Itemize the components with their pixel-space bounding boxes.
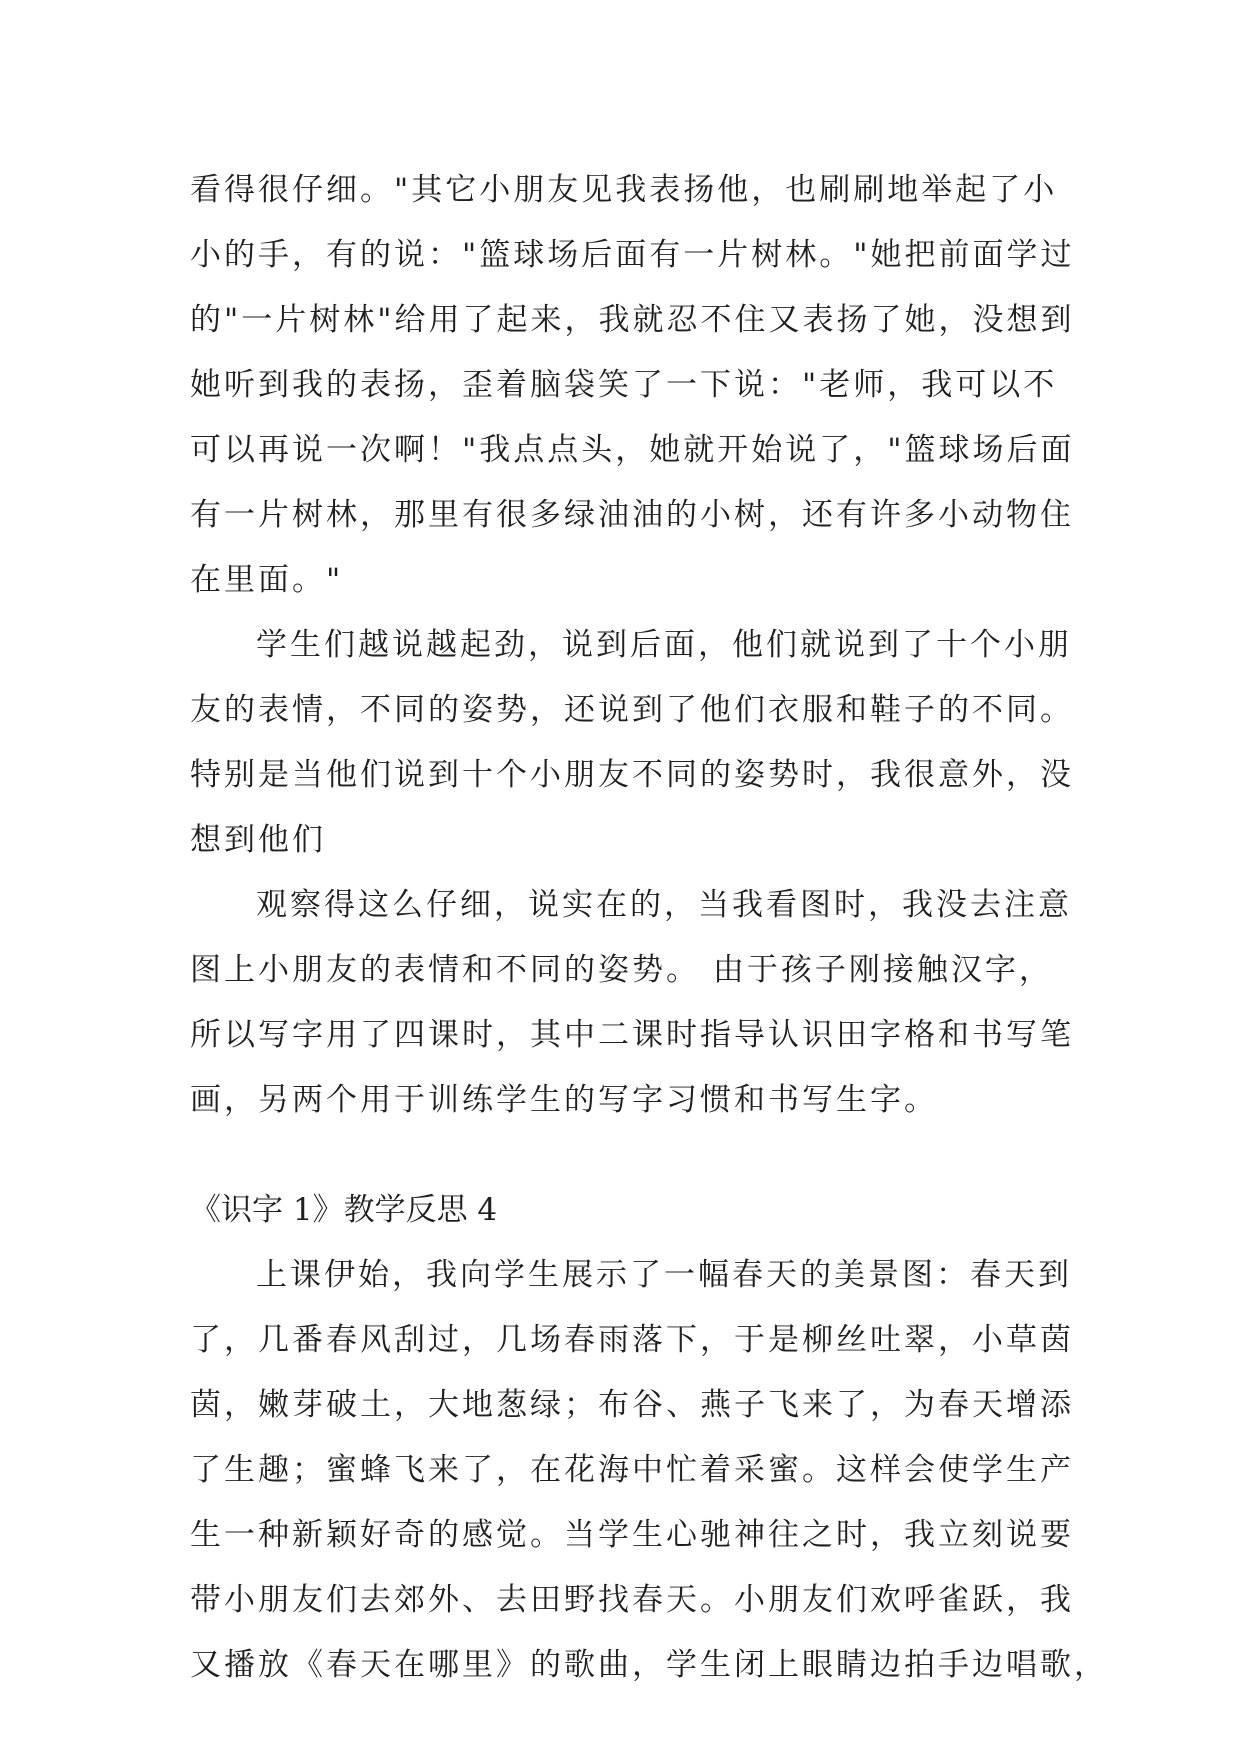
paragraph-line: 画，另两个用于训练学生的写字习惯和书写生字。 xyxy=(190,1082,938,1118)
paragraph-line: 又播放《春天在哪里》的歌曲，学生闭上眼睛边拍手边唱歌， xyxy=(190,1647,1108,1683)
paragraph-line: 带小朋友们去郊外、去田野找春天。小朋友们欢呼雀跃，我 xyxy=(190,1582,1074,1618)
paragraph-line: 生一种新颖好奇的感觉。当学生心驰神往之时，我立刻说要 xyxy=(190,1517,1074,1553)
paragraph-line: 看得很仔细。"其它小朋友见我表扬他，也刷刷地举起了小 xyxy=(190,172,1058,208)
paragraph-line: 学生们越说越起劲，说到后面，他们就说到了十个小朋 xyxy=(256,627,1072,663)
section-heading: 《识字 1》教学反思 4 xyxy=(190,1192,498,1228)
paragraph-line: 茵，嫩芽破土，大地葱绿；布谷、燕子飞来了，为春天增添 xyxy=(190,1387,1074,1423)
paragraph-line: 图上小朋友的表情和不同的姿势。 由于孩子刚接触汉字， xyxy=(190,952,1053,988)
paragraph-line: 了生趣；蜜蜂飞来了，在花海中忙着采蜜。这样会使学生产 xyxy=(190,1452,1074,1488)
paragraph-line: 友的表情，不同的姿势，还说到了他们衣服和鞋子的不同。 xyxy=(190,692,1074,728)
paragraph-line: 小的手，有的说："篮球场后面有一片树林。"她把前面学过 xyxy=(190,237,1075,273)
paragraph-line: 在里面。" xyxy=(190,562,344,598)
paragraph-line: 特别是当他们说到十个小朋友不同的姿势时，我很意外，没 xyxy=(190,757,1074,793)
paragraph-line: 想到他们 xyxy=(190,822,326,858)
paragraph-line: 有一片树林，那里有很多绿油油的小树，还有许多小动物住 xyxy=(190,497,1074,533)
paragraph-line: 了，几番春风刮过，几场春雨落下，于是柳丝吐翠，小草茵 xyxy=(190,1322,1074,1358)
paragraph-line: 可以再说一次啊！"我点点头，她就开始说了，"篮球场后面 xyxy=(190,432,1075,468)
paragraph-line: 所以写字用了四课时，其中二课时指导认识田字格和书写笔 xyxy=(190,1017,1074,1053)
paragraph-line: 她听到我的表扬，歪着脑袋笑了一下说："老师，我可以不 xyxy=(190,367,1058,403)
paragraph-line: 的"一片树林"给用了起来，我就忍不住又表扬了她，没想到 xyxy=(190,302,1075,338)
paragraph-line: 上课伊始，我向学生展示了一幅春天的美景图：春天到 xyxy=(256,1257,1072,1293)
paragraph-line: 观察得这么仔细，说实在的，当我看图时，我没去注意 xyxy=(256,887,1072,923)
